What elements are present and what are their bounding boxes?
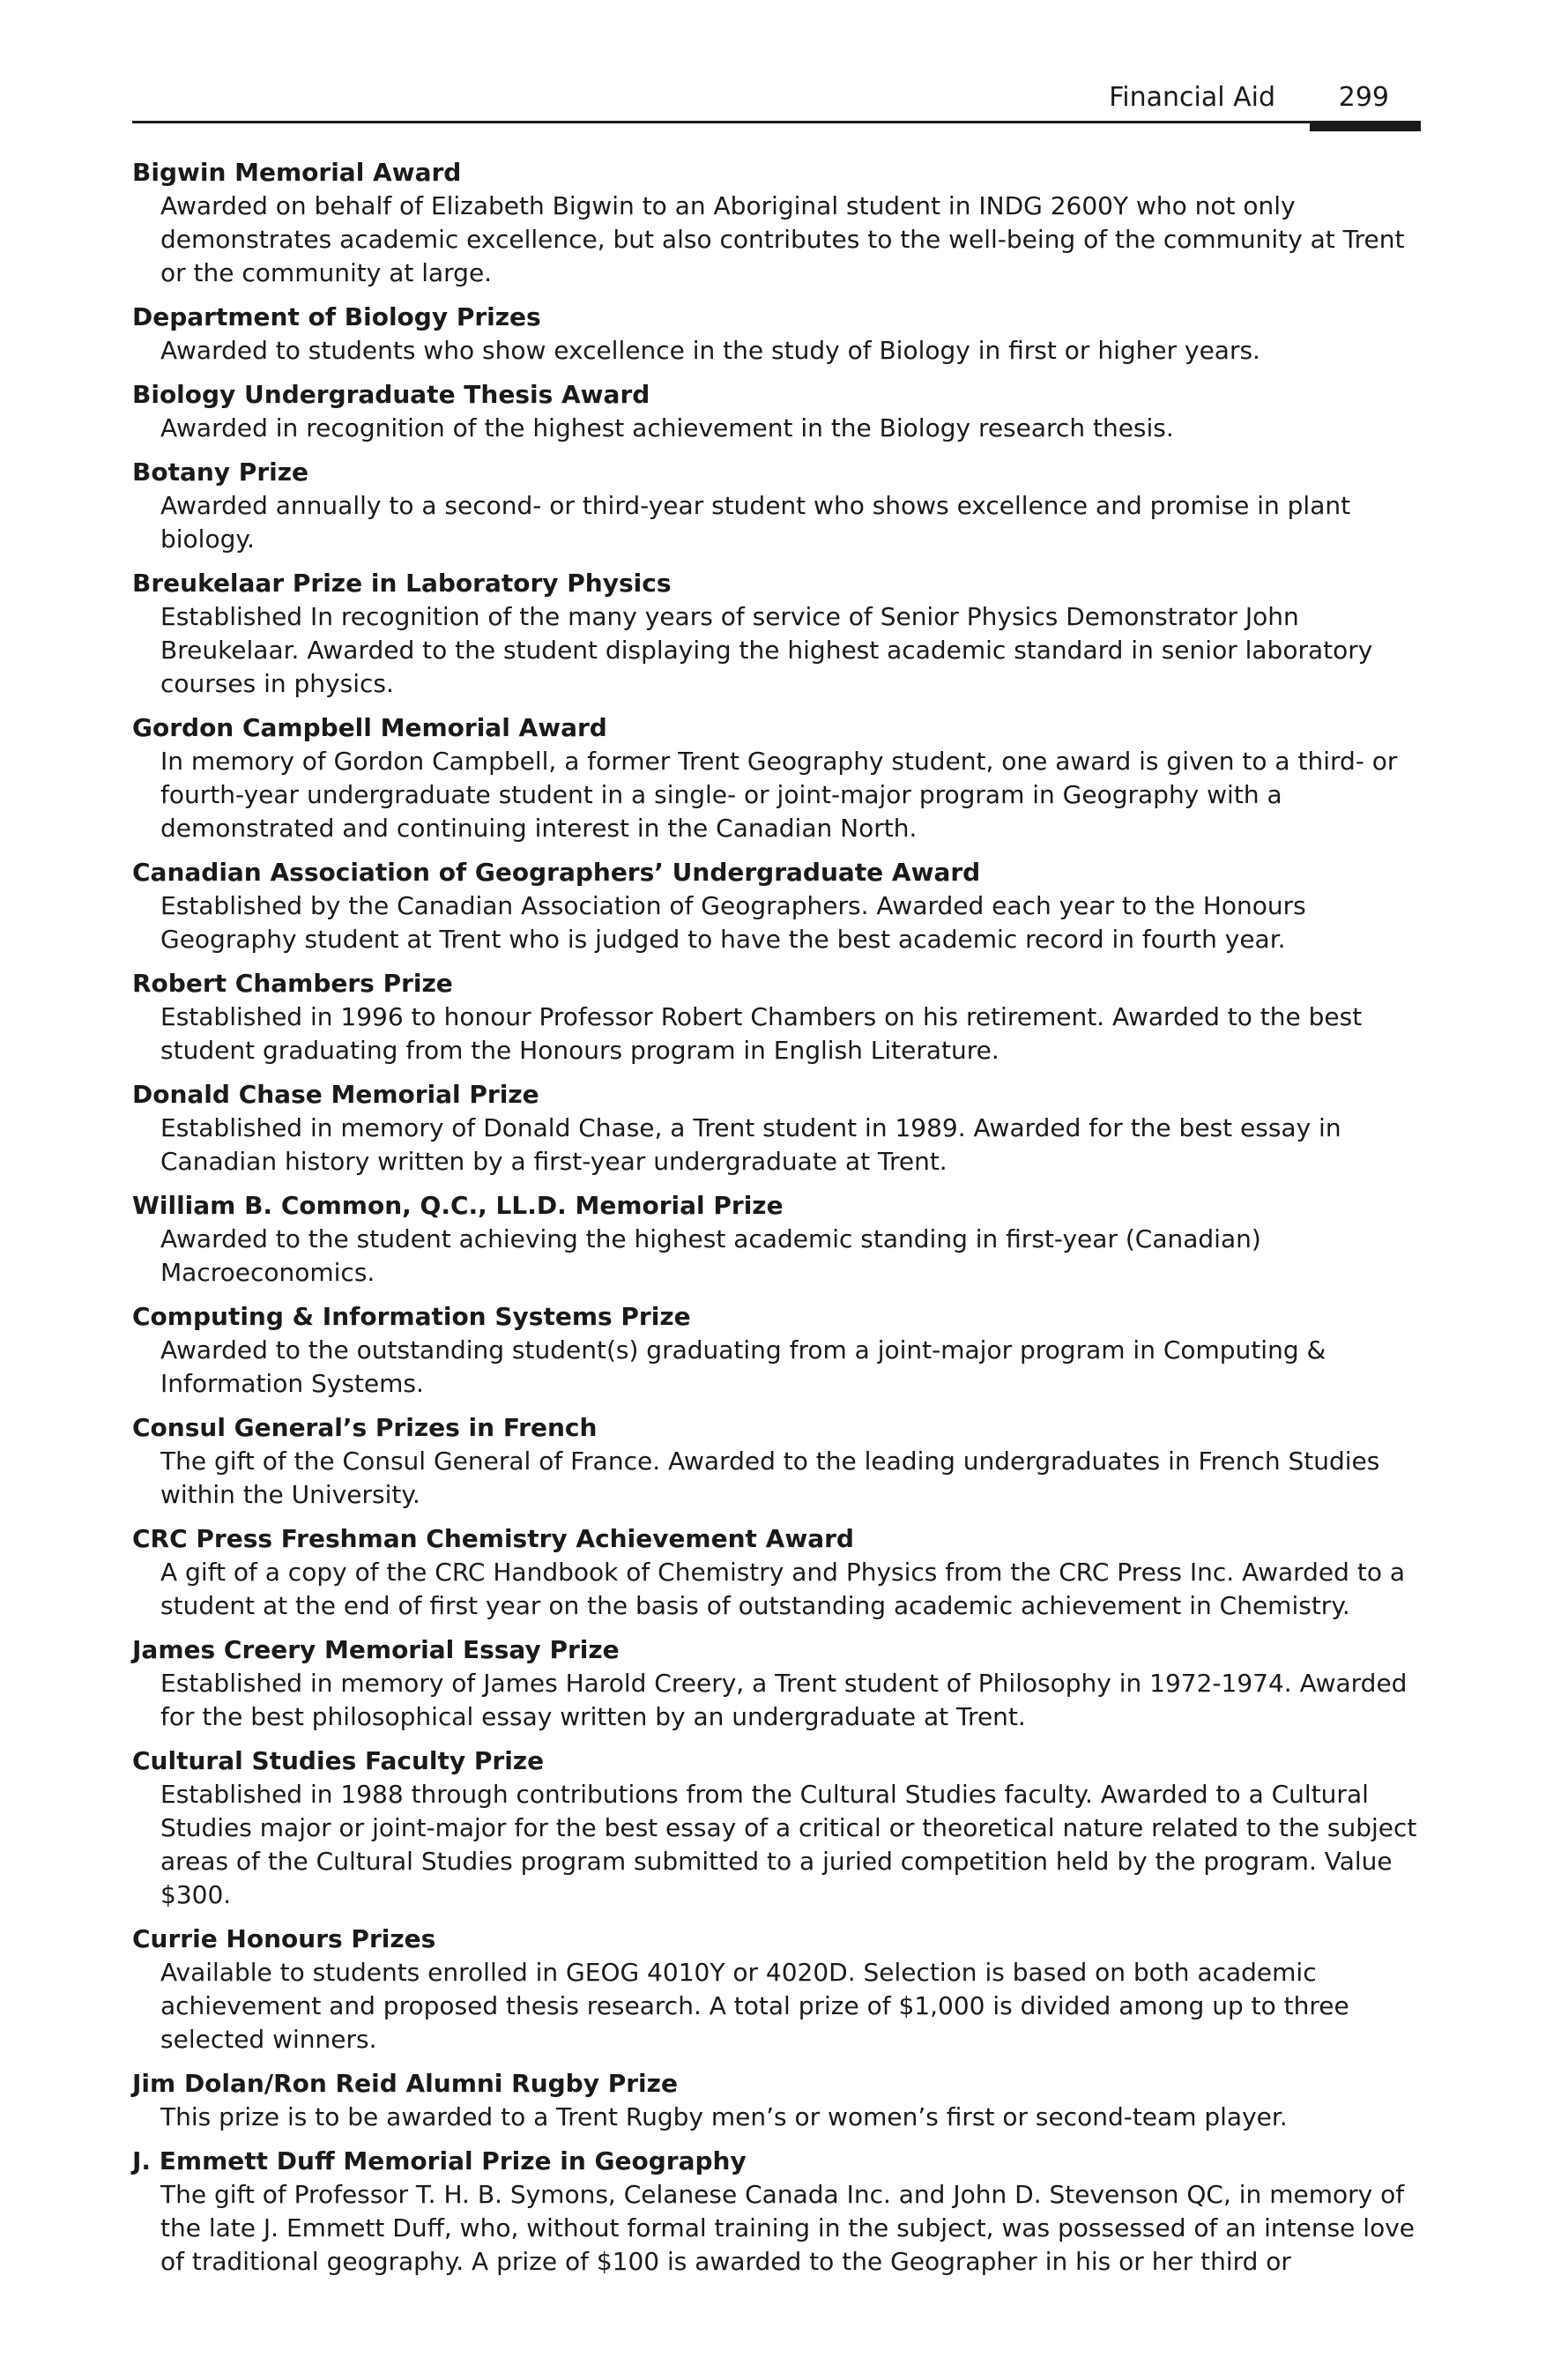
award-description: This prize is to be awarded to a Trent Rugby men’s or women’s first or second-team player. [160,2102,1288,2131]
header-rule [132,121,1421,123]
award-title: Bigwin Memorial Award [132,158,462,187]
award-description: Awarded on behalf of Elizabeth Bigwin to an Aboriginal student in INDG 2600Y who not only demonstrates academic excellence, but also contributes to the well-being of the community at Trent or the community at large. [160,191,1405,287]
award-entry [132,2145,1421,2279]
award-description: Established in 1996 to honour Professor Robert Chambers on his retirement. Awarded to the best student graduating from the Honours program in English Literature. [160,1002,1363,1065]
award-entry [132,1744,1421,1912]
section-title: Financial Aid [1109,82,1275,113]
award-entry [132,156,1421,290]
award-description: The gift of the Consul General of France. Awarded to the leading undergraduates in French Studies within the University. [160,1447,1380,1509]
award-entry [132,456,1421,556]
award-title: Donald Chase Memorial Prize [132,1080,539,1109]
award-description: The gift of Professor T. H. B. Symons, Celanese Canada Inc. and John D. Stevenson QC, in memory of the late J. Emmett Duff, who, without formal training in the subject, was possessed of an intense love of traditional geography. A prize of $100 is awarded to the Geographer in his or her third or [160,2180,1415,2276]
award-title: Department of Biology Prizes [132,302,541,331]
award-entry [132,856,1421,956]
award-description: Awarded in recognition of the highest achievement in the Biology research thesis. [160,413,1174,443]
award-title: Biology Undergraduate Thesis Award [132,380,650,409]
award-description: Awarded to students who show excellence in the study of Biology in first or higher years. [160,336,1260,365]
header-bar [1310,121,1421,131]
award-title: William B. Common, Q.C., LL.D. Memorial Prize [132,1191,784,1220]
award-entry [132,2067,1421,2134]
award-description: A gift of a copy of the CRC Handbook of Chemistry and Physics from the CRC Press Inc. Awarded to a student at the end of first year on the basis of outstanding academic achievement in Chemistry. [160,1558,1406,1620]
award-entry [132,711,1421,845]
award-entry [132,378,1421,445]
award-description: Established in memory of James Harold Creery, a Trent student of Philosophy in 1972-1974. Awarded for the best philosophical essay written by an undergraduate at Trent. [160,1669,1408,1731]
award-entry [132,1633,1421,1734]
award-title: J. Emmett Duff Memorial Prize in Geography [132,2146,747,2175]
award-title: Botany Prize [132,457,309,487]
award-entry [132,1189,1421,1290]
award-title: Robert Chambers Prize [132,969,453,998]
award-title: Gordon Campbell Memorial Award [132,713,607,742]
award-entry [132,1078,1421,1179]
award-entry [132,967,1421,1067]
award-description: Established in memory of Donald Chase, a Trent student in 1989. Awarded for the best essay in Canadian history written by a first-year undergraduate at Trent. [160,1113,1341,1176]
award-title: Computing & Information Systems Prize [132,1302,691,1331]
award-title: Canadian Association of Geographers’ Undergraduate Award [132,858,981,887]
award-description: Awarded to the student achieving the highest academic standing in first-year (Canadian) Macroeconomics. [160,1224,1261,1287]
award-entry [132,567,1421,701]
award-title: Jim Dolan/Ron Reid Alumni Rugby Prize [132,2069,678,2098]
award-description: Established In recognition of the many years of service of Senior Physics Demonstrator John Breukelaar. Awarded to the student displaying the highest academic standard in senior laboratory courses in physics. [160,602,1373,698]
page-header [132,78,1421,123]
award-description: Awarded annually to a second- or third-year student who shows excellence and promise in plant biology. [160,491,1351,554]
award-description: Established by the Canadian Association of Geographers. Awarded each year to the Honours Geography student at Trent who is judged to have the best academic record in fourth year. [160,891,1306,954]
award-entry [132,1522,1421,1623]
award-title: Breukelaar Prize in Laboratory Physics [132,569,672,598]
award-list [132,156,1421,2289]
award-title: Cultural Studies Faculty Prize [132,1746,545,1775]
award-entry [132,1300,1421,1401]
award-title: James Creery Memorial Essay Prize [132,1635,620,1664]
award-entry [132,1923,1421,2056]
award-title: CRC Press Freshman Chemistry Achievement Award [132,1524,854,1553]
page-number: 299 [1338,82,1389,113]
award-entry [132,301,1421,368]
award-title: Consul General’s Prizes in French [132,1413,598,1442]
award-description: In memory of Gordon Campbell, a former Trent Geography student, one award is given to a third- or fourth-year undergraduate student in a single- or joint-major program in Geography with a demonstrated and continuing interest in the Canadian North. [160,747,1398,843]
award-description: Awarded to the outstanding student(s) graduating from a joint-major program in Computing & Information Systems. [160,1335,1326,1398]
award-title: Currie Honours Prizes [132,1924,436,1953]
award-entry [132,1411,1421,1512]
award-description: Established in 1988 through contributions from the Cultural Studies faculty. Awarded to a Cultural Studies major or joint-major for the best essay of a critical or theoretical nature related to the subject areas of the Cultural Studies program submitted to a juried competition held by the program. Value $300. [160,1780,1417,1909]
award-description: Available to students enrolled in GEOG 4010Y or 4020D. Selection is based on both academic achievement and proposed thesis research. A total prize of $1,000 is divided among up to three selected winners. [160,1958,1349,2054]
